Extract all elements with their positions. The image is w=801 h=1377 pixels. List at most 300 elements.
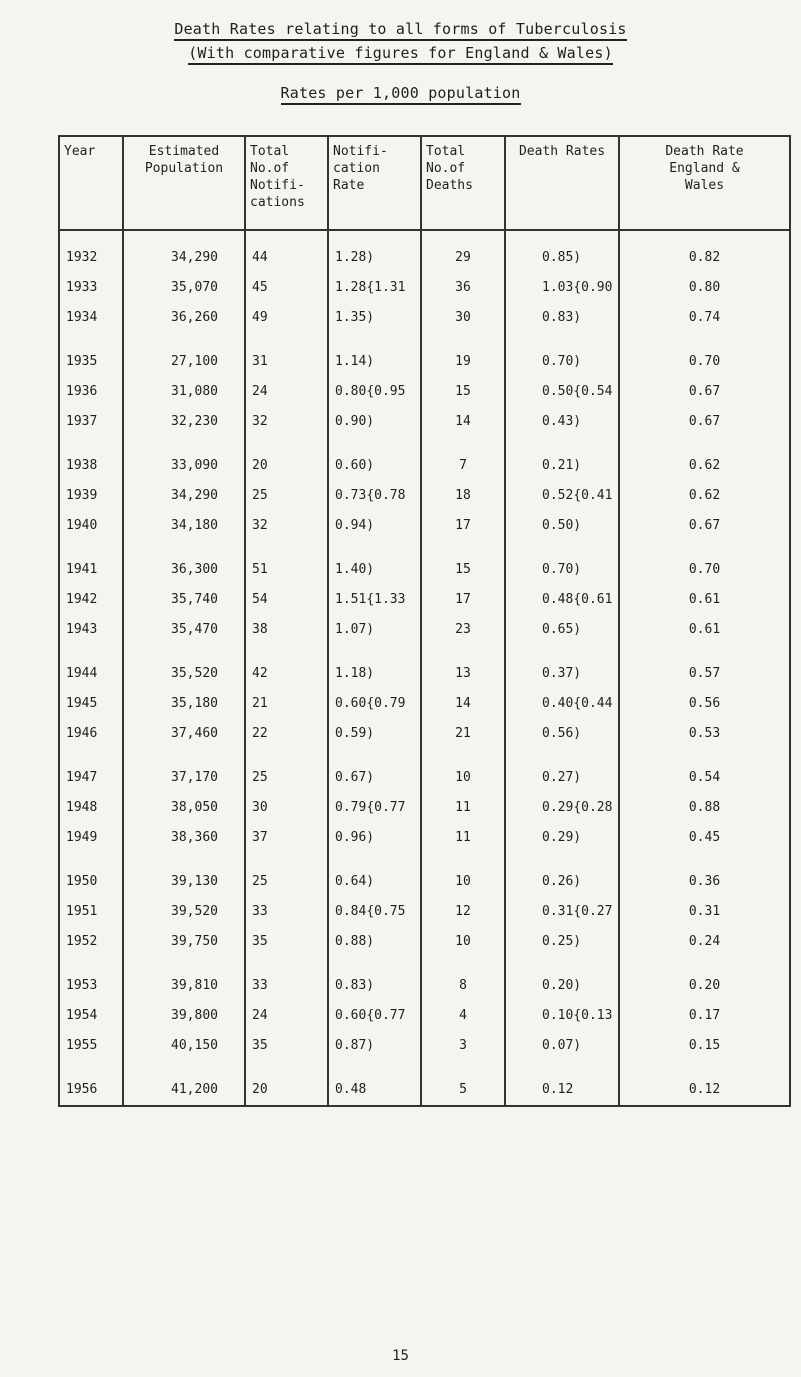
notification-rate-cell-group-average: 1.33 [374,592,406,607]
table-row [59,1031,790,1061]
notification-rate-cell-value: 1.40) [335,562,375,577]
spacer-cell [59,749,123,763]
notifications-cell-value: 38 [252,622,268,637]
notification-rate-cell-value: 0.87) [335,1038,375,1053]
deaths-cell-value: 12 [455,904,471,919]
notifications-cell-value: 25 [252,488,268,503]
year-cell-value: 1943 [66,622,98,637]
spacer-cell [123,1061,245,1075]
spacer-cell [328,230,421,243]
population-cell [123,481,245,511]
population-cell [123,719,245,749]
year-cell [59,451,123,481]
population-cell-value: 40,150 [171,1038,218,1053]
spacer-cell [421,437,505,451]
year-cell [59,897,123,927]
year-cell [59,867,123,897]
death-rate-cell [505,273,619,303]
death-rate-cell-value: 0.37) [542,666,582,681]
deaths-cell-value: 21 [455,726,471,741]
england-wales-rate-cell [619,927,790,957]
notifications-cell-value: 20 [252,1082,268,1097]
table-row [59,273,790,303]
england-wales-rate-cell-value: 0.62 [688,488,721,503]
death-rate-cell [505,793,619,823]
england-wales-rate-cell [619,585,790,615]
death-rate-cell [505,451,619,481]
year-cell [59,793,123,823]
table-body [59,230,790,1106]
england-wales-rate-cell [619,243,790,273]
year-cell [59,659,123,689]
year-cell-value: 1945 [66,696,98,711]
death-rate-cell [505,719,619,749]
population-cell-value: 35,740 [171,592,218,607]
spacer-cell [59,541,123,555]
notifications-cell-value: 51 [252,562,268,577]
notifications-cell-value: 44 [252,250,268,265]
brace-glyph: { [573,800,582,815]
notification-rate-cell-value: 1.18) [335,666,375,681]
deaths-cell-value: 11 [455,830,471,845]
deaths-cell [421,1075,505,1106]
death-rate-cell-value: 0.40 [542,696,574,711]
table-gap-row [59,333,790,347]
england-wales-rate-cell-value: 0.82 [688,250,721,265]
spacer-cell [505,749,619,763]
year-cell-value: 1952 [66,934,98,949]
year-cell-value: 1951 [66,904,98,919]
brace-glyph: { [366,1008,375,1023]
notifications-cell [245,407,328,437]
deaths-cell-value: 10 [455,874,471,889]
header-deaths: Total No.of Deaths [421,136,505,230]
notification-rate-cell [328,823,421,853]
england-wales-rate-cell [619,1031,790,1061]
population-cell-value: 34,180 [171,518,218,533]
england-wales-rate-cell-value: 0.74 [688,310,721,325]
notifications-cell [245,481,328,511]
spacer-cell [59,333,123,347]
death-rate-cell [505,1031,619,1061]
population-cell-value: 34,290 [171,488,218,503]
spacer-cell [59,645,123,659]
death-rate-cell-value: 0.70) [542,354,582,369]
notification-rate-cell [328,971,421,1001]
table-row [59,555,790,585]
year-cell [59,689,123,719]
year-cell [59,927,123,957]
brace-glyph: { [366,488,375,503]
deaths-cell-value: 10 [455,770,471,785]
death-rate-cell [505,407,619,437]
notification-rate-cell-value: 0.59) [335,726,375,741]
death-rate-cell-group-average: 0.61 [581,592,613,607]
year-cell-value: 1956 [66,1082,98,1097]
notification-rate-cell-value: 1.28 [335,280,367,295]
deaths-cell-value: 8 [459,978,467,993]
brace-glyph: { [366,384,375,399]
england-wales-rate-cell-value: 0.62 [688,458,721,473]
notifications-cell [245,763,328,793]
death-rate-cell [505,1075,619,1106]
notification-rate-cell-value: 0.90) [335,414,375,429]
year-cell-value: 1953 [66,978,98,993]
brace-glyph: { [366,904,375,919]
notification-rate-cell-value: 0.48 [335,1082,367,1097]
notifications-cell [245,659,328,689]
page-number: 15 [392,1348,409,1364]
england-wales-rate-cell-value: 0.45 [688,830,721,845]
table-row [59,615,790,645]
deaths-cell-value: 18 [455,488,471,503]
table-row [59,585,790,615]
spacer-cell [328,437,421,451]
table-row [59,897,790,927]
england-wales-rate-cell [619,555,790,585]
table-row [59,303,790,333]
deaths-cell [421,927,505,957]
population-cell-value: 39,130 [171,874,218,889]
year-cell [59,823,123,853]
england-wales-rate-cell-value: 0.80 [688,280,721,295]
year-cell-value: 1949 [66,830,98,845]
brace-glyph: { [366,696,375,711]
death-rate-cell-value: 0.12 [542,1082,574,1097]
table-gap-row [59,957,790,971]
notification-rate-cell [328,927,421,957]
england-wales-rate-cell-value: 0.12 [688,1082,721,1097]
spacer-cell [619,1061,790,1075]
year-cell-value: 1932 [66,250,98,265]
year-cell-value: 1954 [66,1008,98,1023]
notification-rate-cell-value: 0.64) [335,874,375,889]
england-wales-rate-cell [619,897,790,927]
spacer-cell [619,230,790,243]
rates-units-note: Rates per 1,000 population [0,84,801,102]
death-rate-cell-value: 0.48 [542,592,574,607]
notification-rate-cell-value: 0.67) [335,770,375,785]
death-rate-cell-group-average: 0.54 [581,384,613,399]
year-cell-value: 1948 [66,800,98,815]
england-wales-rate-cell [619,793,790,823]
table-row [59,689,790,719]
notifications-cell [245,971,328,1001]
notification-rate-cell [328,897,421,927]
population-cell [123,823,245,853]
notifications-cell [245,1001,328,1031]
notification-rate-cell [328,347,421,377]
table-row [59,793,790,823]
death-rate-cell-group-average: 0.44 [581,696,613,711]
notification-rate-cell-value: 0.60 [335,696,367,711]
table-row [59,1075,790,1106]
population-cell-value: 34,290 [171,250,218,265]
deaths-cell-value: 23 [455,622,471,637]
notification-rate-cell [328,243,421,273]
notifications-cell [245,823,328,853]
notifications-cell [245,243,328,273]
death-rate-cell-value: 0.85) [542,250,582,265]
spacer-cell [619,853,790,867]
spacer-cell [505,333,619,347]
deaths-cell [421,243,505,273]
notifications-cell-value: 49 [252,310,268,325]
spacer-cell [328,645,421,659]
england-wales-rate-cell-value: 0.88 [688,800,721,815]
year-cell-value: 1936 [66,384,98,399]
notification-rate-cell-value: 0.83) [335,978,375,993]
spacer-cell [421,645,505,659]
brace-glyph: { [573,1008,582,1023]
population-cell-value: 33,090 [171,458,218,473]
deaths-cell-value: 14 [455,696,471,711]
population-cell-value: 36,300 [171,562,218,577]
spacer-cell [421,541,505,555]
table-row [59,407,790,437]
spacer-cell [123,957,245,971]
deaths-cell-value: 36 [455,280,471,295]
year-cell-value: 1950 [66,874,98,889]
deaths-cell [421,585,505,615]
notifications-cell [245,273,328,303]
year-cell [59,273,123,303]
population-cell-value: 36,260 [171,310,218,325]
notifications-cell [245,451,328,481]
notification-rate-cell-group-average: 1.31 [374,280,406,295]
england-wales-rate-cell [619,823,790,853]
population-cell [123,451,245,481]
year-cell-value: 1944 [66,666,98,681]
deaths-cell-value: 7 [459,458,467,473]
table-row [59,867,790,897]
year-cell [59,555,123,585]
table-row [59,243,790,273]
population-cell [123,555,245,585]
spacer-cell [123,853,245,867]
death-rate-cell [505,303,619,333]
england-wales-rate-cell [619,273,790,303]
notification-rate-cell [328,689,421,719]
notification-rate-cell [328,615,421,645]
brace-glyph: { [366,592,375,607]
year-cell [59,971,123,1001]
notification-rate-cell [328,303,421,333]
table-spacer-row [59,230,790,243]
notification-rate-cell-group-average: 0.95 [374,384,406,399]
notification-rate-cell [328,1001,421,1031]
table-row [59,659,790,689]
notification-rate-cell-value: 0.96) [335,830,375,845]
population-cell [123,1031,245,1061]
population-cell-value: 35,180 [171,696,218,711]
england-wales-rate-cell [619,407,790,437]
deaths-cell-value: 17 [455,518,471,533]
population-cell [123,689,245,719]
population-cell-value: 27,100 [171,354,218,369]
death-rate-cell-value: 0.50) [542,518,582,533]
deaths-cell [421,555,505,585]
year-cell [59,511,123,541]
death-rate-cell-group-average: 0.28 [581,800,613,815]
spacer-cell [245,1061,328,1075]
population-cell [123,615,245,645]
death-rate-cell [505,689,619,719]
notification-rate-cell [328,719,421,749]
england-wales-rate-cell-value: 0.70 [688,354,721,369]
notification-rate-cell-group-average: 0.75 [374,904,406,919]
notification-rate-cell-value: 1.35) [335,310,375,325]
deaths-cell-value: 17 [455,592,471,607]
spacer-cell [328,1061,421,1075]
table-row [59,1001,790,1031]
notifications-cell [245,897,328,927]
notification-rate-cell-group-average: 0.77 [374,1008,406,1023]
tuberculosis-death-rates-table [58,135,791,1107]
spacer-cell [245,853,328,867]
notifications-cell [245,719,328,749]
spacer-cell [245,437,328,451]
notification-rate-cell-value: 0.60 [335,1008,367,1023]
death-rate-cell [505,1001,619,1031]
england-wales-rate-cell-value: 0.67 [688,384,721,399]
population-cell [123,511,245,541]
deaths-cell-value: 11 [455,800,471,815]
notifications-cell [245,511,328,541]
notifications-cell [245,377,328,407]
deaths-cell [421,615,505,645]
notification-rate-cell-value: 0.88) [335,934,375,949]
death-rate-cell-value: 0.70) [542,562,582,577]
table-row [59,823,790,853]
england-wales-rate-cell [619,659,790,689]
notification-rate-cell-group-average: 0.77 [374,800,406,815]
brace-glyph: { [573,592,582,607]
death-rate-cell-value: 0.25) [542,934,582,949]
spacer-cell [421,853,505,867]
header-population: Estimated Population [123,136,245,230]
notification-rate-cell-value: 0.79 [335,800,367,815]
notification-rate-cell-value: 1.14) [335,354,375,369]
population-cell [123,347,245,377]
spacer-cell [328,541,421,555]
spacer-cell [245,749,328,763]
deaths-cell [421,1031,505,1061]
death-rate-cell-value: 0.43) [542,414,582,429]
england-wales-rate-cell-value: 0.15 [688,1038,721,1053]
notifications-cell [245,303,328,333]
population-cell [123,763,245,793]
spacer-cell [619,957,790,971]
england-wales-rate-cell [619,763,790,793]
year-cell-value: 1941 [66,562,98,577]
deaths-cell [421,823,505,853]
notifications-cell [245,927,328,957]
death-rate-cell-value: 0.31 [542,904,574,919]
deaths-cell [421,303,505,333]
spacer-cell [505,230,619,243]
deaths-cell-value: 30 [455,310,471,325]
spacer-cell [421,333,505,347]
england-wales-rate-cell [619,377,790,407]
population-cell [123,585,245,615]
notification-rate-cell [328,451,421,481]
notifications-cell [245,555,328,585]
header-notification-rate: Notifi- cation Rate [328,136,421,230]
spacer-cell [245,541,328,555]
population-cell [123,1001,245,1031]
population-cell-value: 41,200 [171,1082,218,1097]
spacer-cell [328,957,421,971]
notification-rate-cell-value: 0.94) [335,518,375,533]
death-rate-cell [505,347,619,377]
table-gap-row [59,853,790,867]
death-rate-cell [505,555,619,585]
notification-rate-cell-value: 1.51 [335,592,367,607]
document-title: Death Rates relating to all forms of Tuberculosis [0,20,801,38]
brace-glyph: { [573,280,582,295]
year-cell [59,347,123,377]
spacer-cell [421,957,505,971]
spacer-cell [328,333,421,347]
england-wales-rate-cell [619,347,790,377]
spacer-cell [421,1061,505,1075]
year-cell [59,1001,123,1031]
notification-rate-cell [328,511,421,541]
header-england-wales: Death Rate England & Wales [619,136,790,230]
england-wales-rate-cell-value: 0.70 [688,562,721,577]
year-cell-value: 1942 [66,592,98,607]
england-wales-rate-cell-value: 0.17 [688,1008,721,1023]
england-wales-rate-cell-value: 0.67 [688,518,721,533]
brace-glyph: { [366,280,375,295]
brace-glyph: { [573,904,582,919]
brace-glyph: { [573,384,582,399]
notification-rate-cell [328,867,421,897]
spacer-cell [59,230,123,243]
spacer-cell [123,333,245,347]
death-rate-cell-value: 0.83) [542,310,582,325]
death-rate-cell-value: 0.50 [542,384,574,399]
notification-rate-cell-group-average: 0.79 [374,696,406,711]
year-cell [59,243,123,273]
death-rate-cell [505,585,619,615]
year-cell-value: 1935 [66,354,98,369]
notifications-cell [245,615,328,645]
spacer-cell [123,437,245,451]
spacer-cell [328,853,421,867]
population-cell-value: 31,080 [171,384,218,399]
population-cell-value: 37,460 [171,726,218,741]
death-rate-cell [505,377,619,407]
population-cell-value: 35,070 [171,280,218,295]
notifications-cell-value: 37 [252,830,268,845]
spacer-cell [619,645,790,659]
notifications-cell-value: 24 [252,384,268,399]
england-wales-rate-cell [619,719,790,749]
spacer-cell [619,749,790,763]
death-rate-cell [505,823,619,853]
notifications-cell-value: 30 [252,800,268,815]
deaths-cell-value: 15 [455,562,471,577]
population-cell [123,971,245,1001]
table-row [59,927,790,957]
population-cell-value: 39,520 [171,904,218,919]
year-cell-value: 1955 [66,1038,98,1053]
year-cell [59,585,123,615]
year-cell-value: 1946 [66,726,98,741]
year-cell-value: 1933 [66,280,98,295]
